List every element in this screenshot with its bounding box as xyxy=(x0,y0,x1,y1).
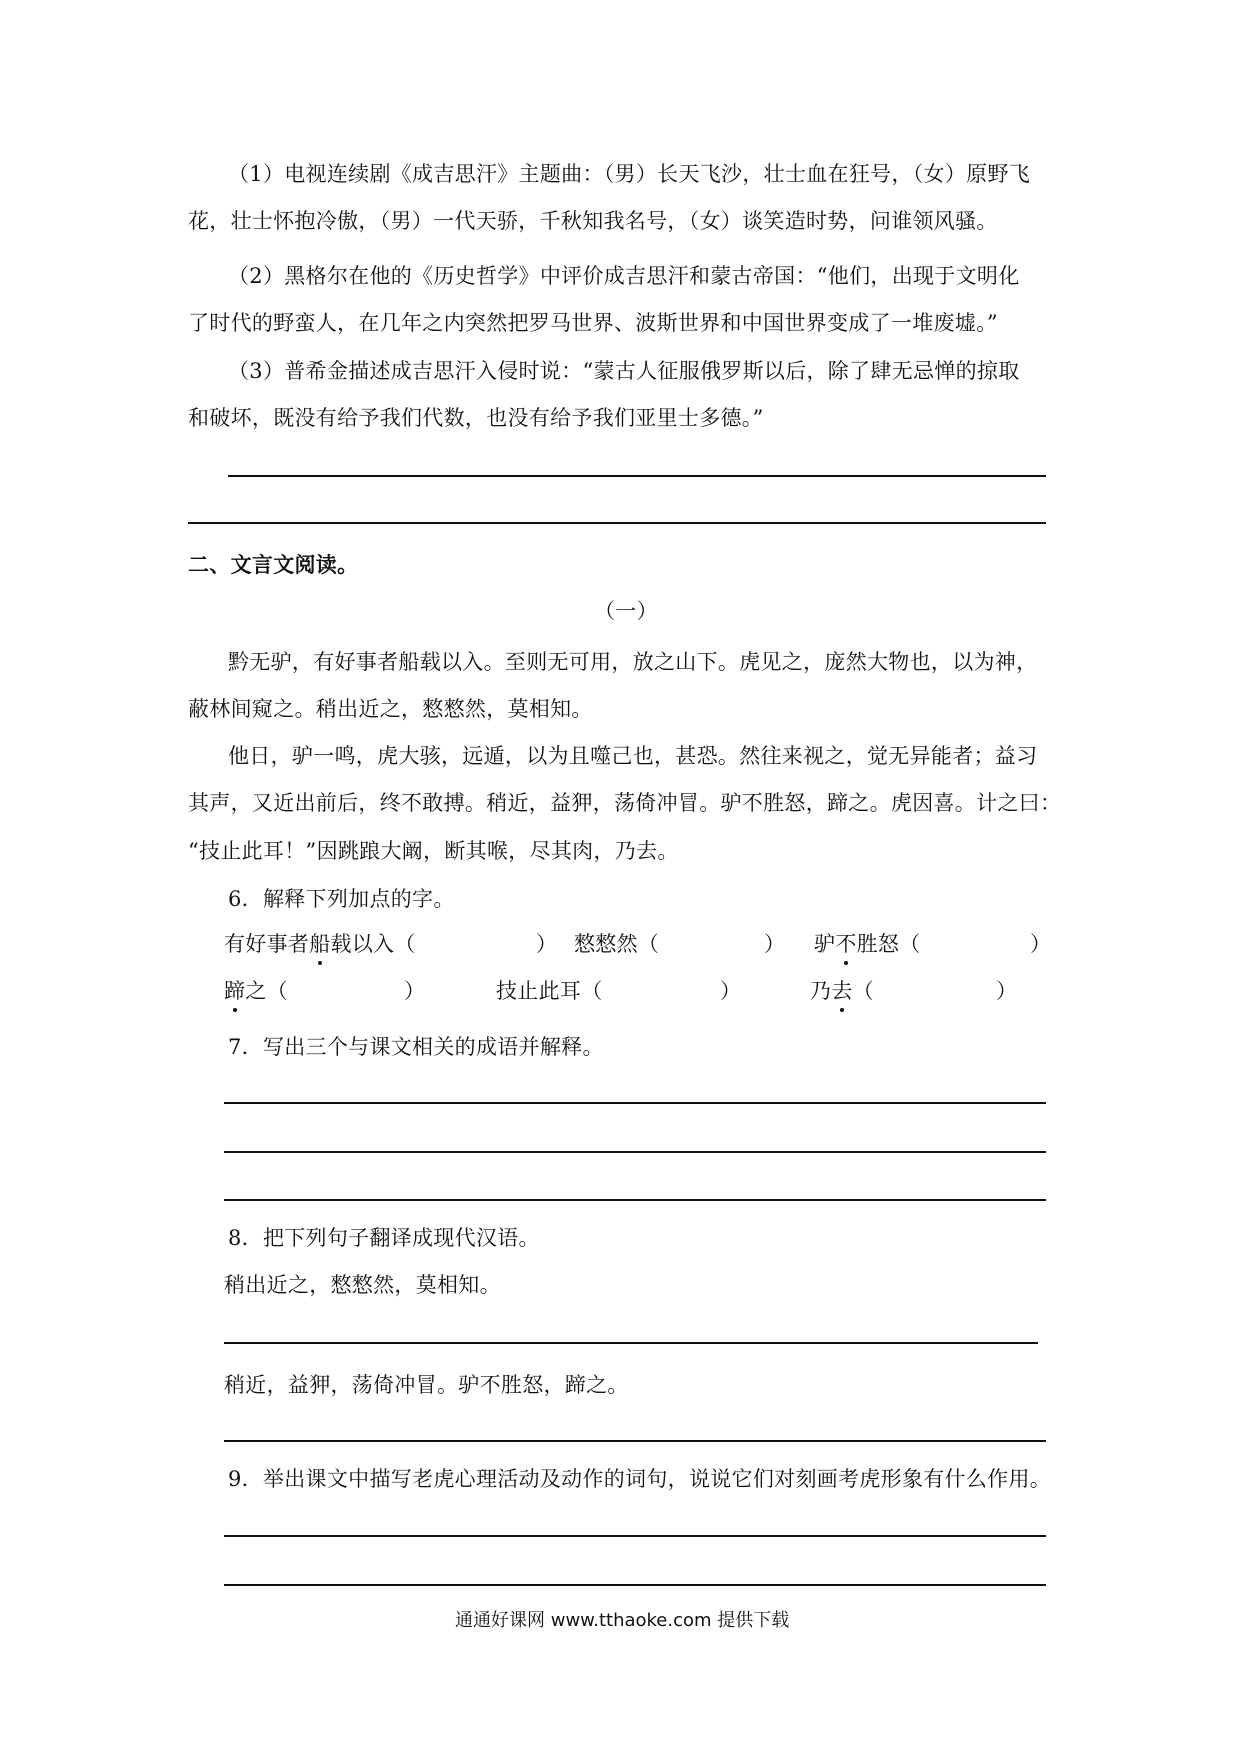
q6-item-3-dotted-char: 不 xyxy=(835,929,856,959)
q6-item-6-close: ） xyxy=(996,979,1018,1003)
q6-item-1 xyxy=(224,929,416,959)
page-footer: 通通好课网 www.tthaoke.com 提供下载 xyxy=(455,1610,790,1631)
q8-prompt: 8．把下列句子翻译成现代汉语。 xyxy=(228,1226,540,1250)
q6-item-6 xyxy=(810,976,874,1006)
quote-2-line-1: （2）黑格尔在他的《历史哲学》中评价成吉思汗和蒙古帝国：“他们，出现于文明化 xyxy=(228,264,1020,288)
q6-item-3-close: ） xyxy=(1030,932,1052,956)
section-heading: 二、文言文阅读。 xyxy=(188,552,359,577)
answer-line xyxy=(224,1535,1046,1537)
section-subheading: （一） xyxy=(594,599,658,623)
q6-item-6-post: （ xyxy=(852,979,874,1003)
answer-line xyxy=(224,1440,1046,1442)
q6-item-5: 技止此耳（ xyxy=(496,979,603,1003)
q7-prompt: 7．写出三个与课文相关的成语并解释。 xyxy=(228,1035,604,1059)
answer-line xyxy=(224,1199,1046,1201)
q6-item-3-pre: 驴 xyxy=(814,932,836,956)
q6-item-6-dotted-char: 去 xyxy=(831,976,852,1006)
q6-item-1-pre: 有好事者 xyxy=(224,932,310,956)
q8-sentence-1: 稍出近之，憗憗然，莫相知。 xyxy=(224,1273,501,1297)
q6-item-4-close: ） xyxy=(404,979,426,1003)
q6-item-3-post: 胜怒（ xyxy=(856,932,921,956)
q6-item-1-post: 载以入（ xyxy=(330,932,416,956)
q6-item-1-close: ） xyxy=(536,932,558,956)
answer-line xyxy=(224,1151,1046,1153)
q6-item-2: 憗憗然（ xyxy=(574,932,660,956)
quote-3-line-1: （3）普希金描述成吉思汗入侵时说：“蒙古人征服俄罗斯以后，除了肆无忌惮的掠取 xyxy=(228,359,1020,383)
quote-3-line-2: 和破坏，既没有给予我们代数，也没有给予我们亚里士多德。” xyxy=(188,406,764,430)
q9-prompt: 9．举出课文中描写老虎心理活动及动作的词句，说说它们对刻画考虎形象有什么作用。 xyxy=(228,1467,1052,1491)
quote-1-line-1: （1）电视连续剧《成吉思汗》主题曲：（男）长天飞沙，壮士血在狂号，（女）原野飞 xyxy=(228,162,1031,186)
q6-item-5-close: ） xyxy=(720,979,742,1003)
q6-item-3 xyxy=(814,929,921,959)
passage-p2-line-2: 其声，又近出前后，终不敢搏。稍近，益狎，荡倚冲冒。驴不胜怒，蹄之。虎因喜。计之曰： xyxy=(188,791,1062,815)
quote-1-line-2: 花，壮士怀抱冷傲，（男）一代天骄，千秋知我名号，（女）谈笑造时势，问谁领风骚。 xyxy=(188,209,998,233)
passage-p2-line-1: 他日，驴一鸣，虎大骇，远遁，以为且噬己也，甚恐。然往来视之，觉无异能者；益习 xyxy=(228,744,1038,768)
q6-prompt: 6．解释下列加点的字。 xyxy=(228,887,455,911)
passage-p1-line-1: 黔无驴，有好事者船载以入。至则无可用，放之山下。虎见之，庞然大物也，以为神， xyxy=(228,650,1038,674)
q6-item-6-pre: 乃 xyxy=(810,979,832,1003)
answer-line xyxy=(224,1342,1038,1344)
q6-item-4-dotted-char: 蹄 xyxy=(224,976,245,1006)
answer-line xyxy=(224,1102,1046,1104)
q6-item-1-dotted-char: 船 xyxy=(309,929,330,959)
q6-item-4-post: 之（ xyxy=(245,979,288,1003)
quote-2-line-2: 了时代的野蛮人，在几年之内突然把罗马世界、波斯世界和中国世界变成了一堆废墟。” xyxy=(188,311,998,335)
answer-line xyxy=(224,1584,1046,1586)
passage-p2-line-3: “技止此耳！”因跳踉大阚，断其喉，尽其肉，乃去。 xyxy=(188,839,679,863)
answer-line xyxy=(188,522,1046,524)
q6-item-4 xyxy=(224,976,288,1006)
q6-item-2-close: ） xyxy=(764,932,786,956)
passage-p1-line-2: 蔽林间窥之。稍出近之，憗憗然，莫相知。 xyxy=(188,697,593,721)
answer-line xyxy=(228,475,1046,477)
q8-sentence-2: 稍近，益狎，荡倚冲冒。驴不胜怒，蹄之。 xyxy=(224,1373,629,1397)
